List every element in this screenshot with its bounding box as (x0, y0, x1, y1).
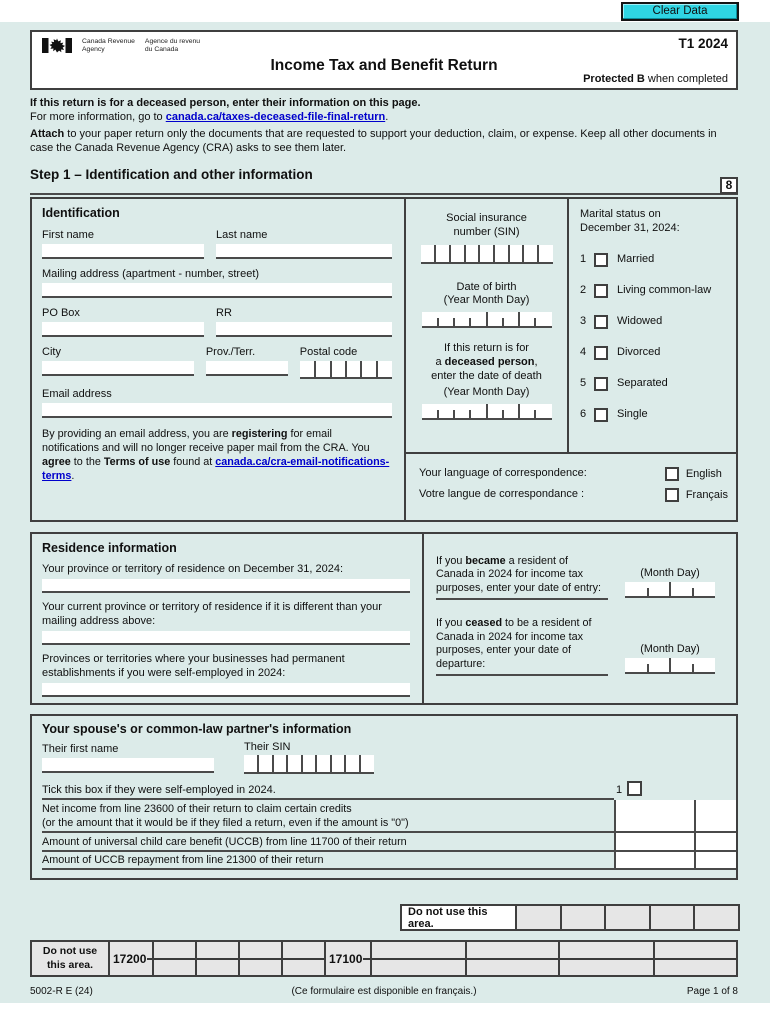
identification-section (30, 197, 738, 522)
postal-code-input[interactable] (300, 361, 392, 379)
po-box-input[interactable] (42, 322, 204, 337)
footer-french-note: (Ce formulaire est disponible en français.) (291, 986, 477, 997)
language-label-en: Your language of correspondence: (419, 467, 587, 479)
protected-b-label: Protected B when completed (583, 73, 728, 85)
marital-option-common-law: 2 Living common-law (580, 283, 712, 296)
spouse-first-name-input[interactable] (42, 758, 214, 773)
residence-dates (422, 534, 738, 703)
marital-option-single: 6 Single (580, 407, 648, 420)
spouse-net-income-amount[interactable] (616, 800, 736, 833)
email-input[interactable] (42, 403, 392, 418)
spouse-uccb-amount[interactable] (616, 833, 736, 852)
date-of-entry-input[interactable] (625, 582, 715, 598)
cra-logo (42, 38, 200, 54)
residence-q3-label: Provinces or territories where your businesses had permanent establishments if you were self-employed in 2024: (42, 653, 345, 679)
residence-questions (32, 534, 422, 703)
do-not-use-large-label: Do not use this area. (42, 944, 98, 971)
checkbox-living-common-law[interactable] (594, 284, 608, 298)
last-name-label: Last name (216, 229, 268, 241)
spouse-sin-input[interactable] (244, 755, 374, 774)
city-input[interactable] (42, 361, 194, 376)
spouse-uccb-repayment-amount[interactable] (616, 852, 736, 870)
date-of-entry-label: If you became a resident of Canada in 2024 for income tax purposes, enter your date of entry: (436, 555, 608, 600)
spouse-first-name-label: Their first name (42, 743, 119, 755)
step1-heading: Step 1 – Identification and other information (30, 167, 313, 182)
page-indicator: Page 1 of 8 (686, 986, 738, 997)
po-box-label: PO Box (42, 307, 80, 319)
sin-input[interactable] (421, 245, 553, 264)
dob-label: Date of birth (Year Month Day) (443, 280, 530, 307)
marital-status-column (567, 199, 738, 452)
sin-dob-column (404, 199, 567, 452)
first-name-input[interactable] (42, 244, 204, 259)
checkbox-divorced[interactable] (594, 346, 608, 360)
marital-option-widowed: 3 Widowed (580, 314, 663, 327)
email-label: Email address (42, 388, 112, 400)
email-terms-note: By providing an email address, you are registering for email notifications and will no longer receive paper mail from the CRA. You agree to the Terms of use found at canada.ca/cra-email-notifications-terms. (42, 428, 390, 483)
form-header (30, 30, 738, 90)
do-not-use-area-small (400, 904, 740, 931)
clear-data-button[interactable]: Clear Data (621, 2, 739, 21)
residence-q1-input[interactable] (42, 579, 410, 593)
deceased-info-link[interactable]: canada.ca/taxes-deceased-file-final-return (165, 110, 386, 123)
last-name-input[interactable] (216, 244, 392, 259)
english-label: English (685, 468, 722, 480)
spouse-uccb-row: Amount of universal child care benefit (UCCB) from line 11700 of their return (42, 833, 614, 852)
checkbox-widowed[interactable] (594, 315, 608, 329)
spouse-sin-label: Their SIN (244, 741, 291, 753)
agency-name-fr: Agence du revenu du Canada (144, 38, 201, 54)
spouse-section (30, 714, 738, 880)
marital-option-separated: 5 Separated (580, 376, 668, 389)
identification-fields (32, 199, 404, 520)
mailing-address-input[interactable] (42, 283, 392, 298)
residence-title: Residence information (42, 541, 177, 555)
identification-title: Identification (42, 206, 120, 220)
rr-input[interactable] (216, 322, 392, 337)
marital-option-divorced: 4 Divorced (580, 345, 661, 358)
spouse-title: Your spouse's or common-law partner's information (42, 722, 352, 736)
city-label: City (42, 346, 61, 358)
do-not-use-area-large (30, 940, 738, 977)
agency-name-en: Canada Revenue Agency (82, 38, 135, 54)
rr-label: RR (216, 307, 232, 319)
residence-q2-input[interactable] (42, 631, 410, 645)
entry-month-day-label: (Month Day) (640, 567, 700, 580)
spouse-self-employed-number: 1 (616, 784, 623, 796)
residence-section (30, 532, 738, 705)
first-name-label: First name (42, 229, 94, 241)
death-date-label: (Year Month Day) (443, 386, 530, 399)
departure-month-day-label: (Month Day) (640, 643, 700, 656)
email-terms-link[interactable]: canada.ca/cra-email-notifications-terms (42, 456, 390, 483)
marital-status-title: Marital status on December 31, 2024: (580, 208, 680, 234)
language-of-correspondence (404, 452, 738, 522)
code-17200-cell: 17200 (108, 942, 152, 975)
deceased-note: If this return is for a deceased person, enter their information on this page. For more information, go to canada.ca/taxes-deceased-file-final-return. (30, 97, 421, 123)
canada-flag-icon (42, 38, 72, 53)
residence-q1-label: Your province or territory of residence on December 31, 2024: (42, 563, 344, 575)
date-of-departure-label: If you ceased to be a resident of Canada in 2024 for income tax purposes, enter your date of departure: (436, 617, 608, 676)
checkbox-married[interactable] (594, 253, 608, 267)
form-title: Income Tax and Benefit Return (270, 57, 498, 74)
checkbox-francais[interactable] (665, 488, 679, 502)
dob-input[interactable] (422, 312, 552, 328)
mailing-address-label: Mailing address (apartment - number, street) (42, 268, 260, 280)
page-footer (30, 986, 738, 997)
spouse-uccb-repayment-row: Amount of UCCB repayment from line 21300 of their return (42, 852, 614, 870)
do-not-use-small-label: Do not use this area. (402, 906, 515, 929)
spouse-net-income-row: Net income from line 23600 of their return to claim certain credits (or the amount that it would be if they filed a return, even if the amount is "0") (42, 801, 614, 833)
date-of-death-note: If this return is for a deceased person, enter the date of death (431, 342, 542, 382)
language-label-fr: Votre langue de correspondance : (419, 488, 585, 500)
form-code: T1 2024 (678, 36, 728, 51)
checkbox-separated[interactable] (594, 377, 608, 391)
residence-q2-label: Your current province or territory of residence if it is different than your mailing address above: (42, 601, 382, 627)
checkbox-single[interactable] (594, 408, 608, 422)
checkbox-spouse-self-employed[interactable] (627, 781, 642, 796)
form-number: 5002-R E (24) (30, 986, 93, 997)
step1-rule (30, 193, 738, 195)
prov-terr-label: Prov./Terr. (205, 346, 256, 358)
postal-code-label: Postal code (299, 346, 358, 358)
marital-option-married: 1 Married (580, 252, 655, 265)
checkbox-english[interactable] (665, 467, 679, 481)
francais-label: Français (685, 489, 728, 501)
prov-terr-input[interactable] (206, 361, 288, 376)
spouse-amount-column (614, 800, 736, 870)
spouse-self-employed-row: Tick this box if they were self-employed in 2024. (42, 780, 614, 800)
sin-label: Social insurance number (SIN) (446, 212, 527, 238)
residence-q3-input[interactable] (42, 683, 410, 697)
date-of-departure-input[interactable] (625, 658, 715, 674)
code-17100-cell: 17100 (324, 942, 370, 975)
page-code-box: 8 (720, 177, 738, 194)
death-date-input[interactable] (422, 404, 552, 420)
attach-note: Attach to your paper return only the documents that are requested to support your deduction, claim, or expense. Keep all other documents in case the Canada Revenue Agency (CRA) asks to see them later. (30, 128, 717, 154)
